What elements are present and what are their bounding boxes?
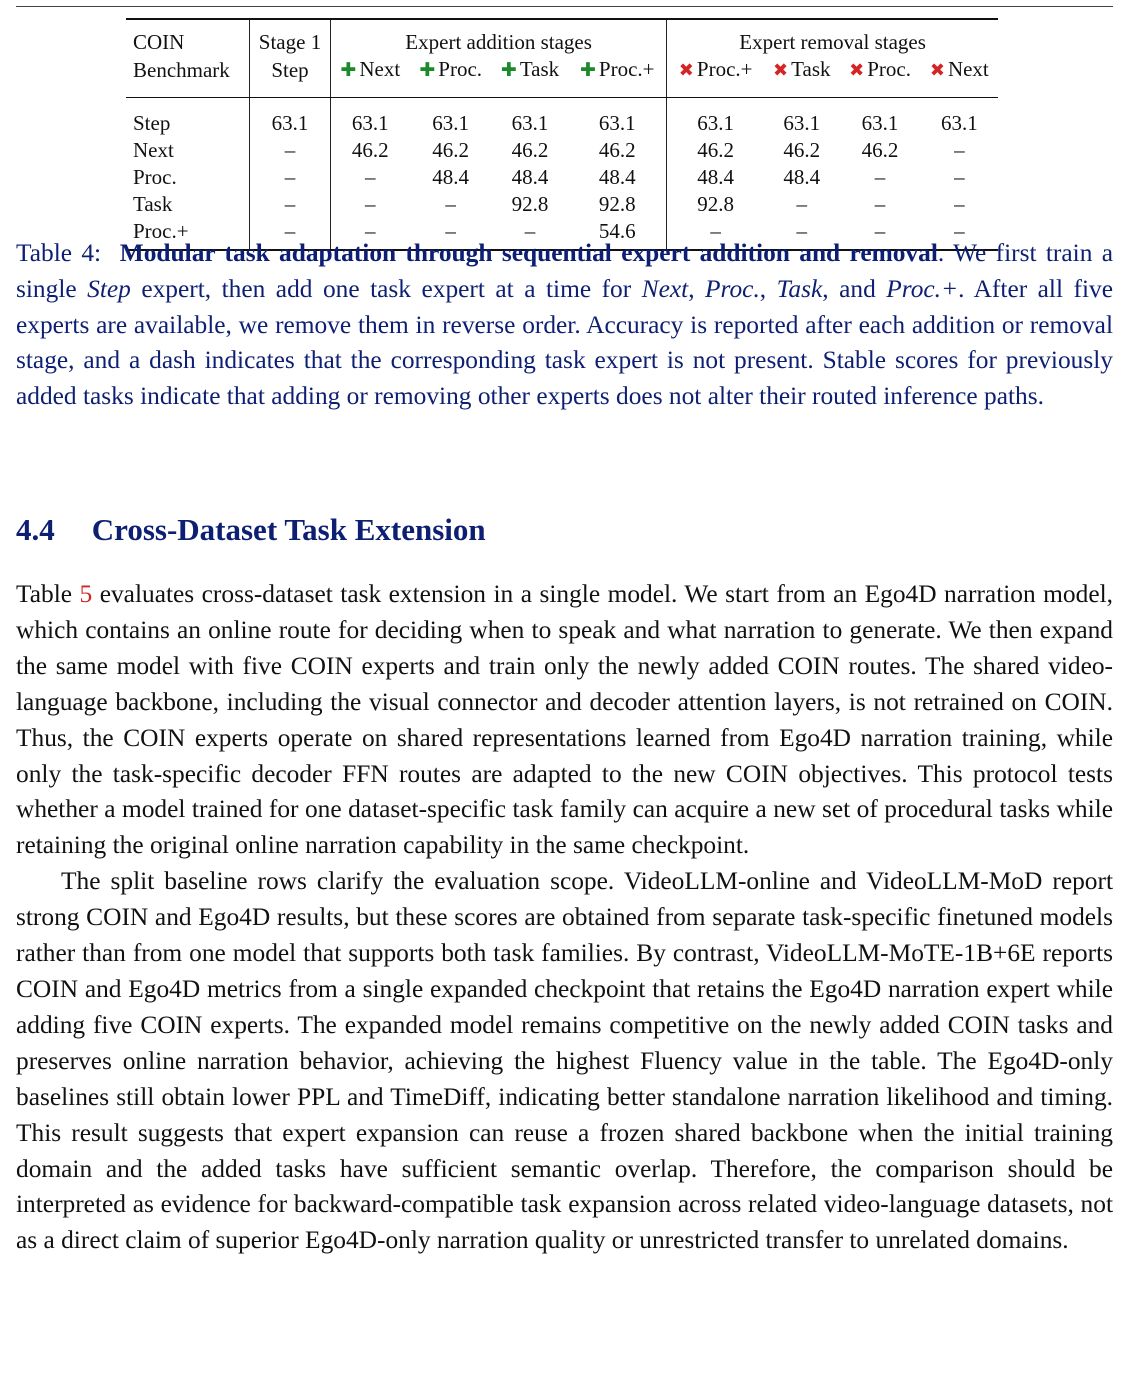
- table-cell: –: [524, 219, 536, 243]
- header-addition-group: Expert addition stages: [331, 19, 667, 56]
- table-cell: –: [250, 137, 331, 164]
- header-add-next: ✚ Next: [331, 56, 410, 98]
- section-number: 4.4: [16, 512, 55, 547]
- table-ref-link[interactable]: 5: [79, 580, 93, 608]
- table-cell: 92.8: [598, 192, 636, 216]
- row-label: Task: [133, 192, 173, 216]
- table-cell: 48.4: [432, 165, 470, 189]
- header-benchmark: Benchmark: [126, 56, 250, 98]
- table-cell: 63.1: [861, 111, 899, 135]
- header-add-task: ✚ Task: [492, 56, 568, 98]
- table-cell: 63.1: [598, 111, 636, 135]
- row-label: Next: [133, 138, 174, 162]
- header-stage1: Stage 1: [250, 19, 331, 56]
- section-title: Cross-Dataset Task Extension: [91, 512, 486, 547]
- table-header-row-2: [126, 56, 998, 98]
- page-top-rule: [16, 6, 1113, 7]
- cross-icon: ✖: [678, 60, 694, 81]
- table-cell: 63.1: [331, 98, 410, 138]
- plus-icon: ✚: [419, 59, 436, 81]
- table-row: [126, 137, 998, 164]
- table-cell: 46.2: [511, 138, 549, 162]
- table-cell: –: [445, 192, 456, 216]
- header-removal-group: Expert removal stages: [667, 19, 998, 56]
- table-cell: 63.1: [250, 98, 331, 138]
- table-cell: –: [250, 218, 331, 250]
- header-remove-task: ✖ Task: [764, 56, 839, 98]
- table-cell: 63.1: [511, 111, 549, 135]
- table-cell: 46.2: [667, 137, 764, 164]
- table-cell: 92.8: [667, 191, 764, 218]
- table-cell: 63.1: [432, 111, 470, 135]
- table-cell: 54.6: [598, 219, 636, 243]
- table-cell: 48.4: [667, 164, 764, 191]
- table-cell: –: [954, 192, 965, 216]
- table-cell: –: [874, 219, 886, 243]
- table-cell: –: [667, 218, 764, 250]
- section-heading: [16, 508, 486, 552]
- table-cell: 46.2: [861, 138, 899, 162]
- cross-icon: ✖: [773, 60, 789, 81]
- cross-icon: ✖: [929, 60, 945, 81]
- table-row: [126, 191, 998, 218]
- plus-icon: ✚: [340, 59, 357, 81]
- table-cell: 63.1: [667, 98, 764, 138]
- plus-icon: ✚: [500, 59, 517, 81]
- table-cell: 48.4: [598, 165, 636, 189]
- paragraph: The split baseline rows clarify the evaluation scope. VideoLLM-online and VideoLLM-MoD report strong COIN and Ego4D results, but these scores are obtained from separate task-specific finetuned models rather than from one model that supports both task families. By contrast, VideoLLM-MoTE-1B+6E reports COIN and Ego4D metrics from a single expanded checkpoint that retains the Ego4D narration expert while adding five COIN experts. The expanded model remains competitive on the newly added COIN tasks and preserves online narration behavior, achieving the highest Fluency value in the table. The Ego4D-only baselines still obtain lower PPL and TimeDiff, indicating better standalone narration likelihood and timing. This result suggests that expert expansion can reuse a frozen shared backbone when the initial training domain and the added tasks have sufficient semantic overlap. Therefore, the comparison should be interpreted as evidence for backward-compatible task expansion across related video-language datasets, not as a direct claim of superior Ego4D-only narration quality or unrestricted transfer to unrelated domains.: [16, 867, 1113, 1255]
- results-table: [126, 18, 998, 251]
- table-cell: –: [954, 165, 965, 189]
- caption-title: Modular task adaptation through sequential expert addition and removal: [119, 239, 938, 267]
- body-text: [16, 577, 1113, 1259]
- table-caption: Table 4: Modular task adaptation through sequential expert addition and removal. We first train a single Step expert, then add one task expert at a time for Next, Proc., Task, and Proc.+. After all five experts are available, we remove them in reverse order. Accuracy is reported after each addition or removal stage, and a dash indicates that the corresponding task expert is not present. Stable scores for previously added tasks indicate that adding or removing other experts does not alter their routed inference paths.: [16, 239, 1113, 411]
- table-cell: –: [874, 165, 886, 189]
- table-cell: –: [250, 191, 331, 218]
- row-label: Proc.: [133, 165, 177, 189]
- table-row: [126, 98, 998, 138]
- header-add-proc: ✚ Proc.: [410, 56, 492, 98]
- table-header-row-1: [126, 19, 998, 56]
- table-cell: 63.1: [783, 111, 821, 135]
- header-coin: COIN: [133, 30, 185, 54]
- header-remove-proc: ✖ Proc.: [839, 56, 920, 98]
- header-step: Step: [250, 56, 331, 98]
- table-cell: –: [954, 138, 965, 162]
- row-label: Step: [133, 111, 171, 135]
- table-cell: –: [796, 192, 808, 216]
- table-cell: 46.2: [783, 138, 821, 162]
- header-remove-next: ✖ Next: [921, 56, 998, 98]
- table-cell: –: [796, 219, 808, 243]
- table-cell: 92.8: [511, 192, 549, 216]
- table-cell: –: [874, 192, 886, 216]
- table-cell: 63.1: [940, 111, 978, 135]
- table-row: [126, 164, 998, 191]
- table-cell: 46.2: [331, 137, 410, 164]
- table-cell: –: [954, 219, 965, 243]
- paragraph: Table 5 evaluates cross-dataset task extension in a single model. We start from an Ego4D narration model, which contains an online route for deciding when to speak and what narration to generate. We then expand the same model with five COIN experts and train only the newly added COIN routes. The shared video-language backbone, including the visual connector and decoder attention layers, is not retrained on COIN. Thus, the COIN experts operate on shared representations learned from Ego4D narration training, while only the task-specific decoder FFN routes are adapted to the new COIN objectives. This protocol tests whether a model trained for one dataset-specific task family can acquire a new set of procedural tasks while retaining the original online narration capability in the same checkpoint.: [16, 580, 1113, 860]
- table-cell: 46.2: [432, 138, 470, 162]
- row-label: Proc.+: [133, 219, 189, 243]
- plus-icon: ✚: [579, 59, 596, 81]
- table-cell: –: [331, 191, 410, 218]
- table-cell: –: [331, 164, 410, 191]
- header-remove-procplus: ✖ Proc.+: [667, 56, 764, 98]
- table-cell: 46.2: [598, 138, 636, 162]
- cross-icon: ✖: [849, 60, 865, 81]
- table-cell: –: [250, 164, 331, 191]
- table-cell: –: [445, 219, 456, 243]
- table-cell: 48.4: [511, 165, 549, 189]
- table-cell: –: [331, 218, 410, 250]
- table-cell: 48.4: [783, 165, 821, 189]
- header-add-procplus: ✚ Proc.+: [568, 56, 666, 98]
- caption-label: Table 4:: [16, 239, 102, 267]
